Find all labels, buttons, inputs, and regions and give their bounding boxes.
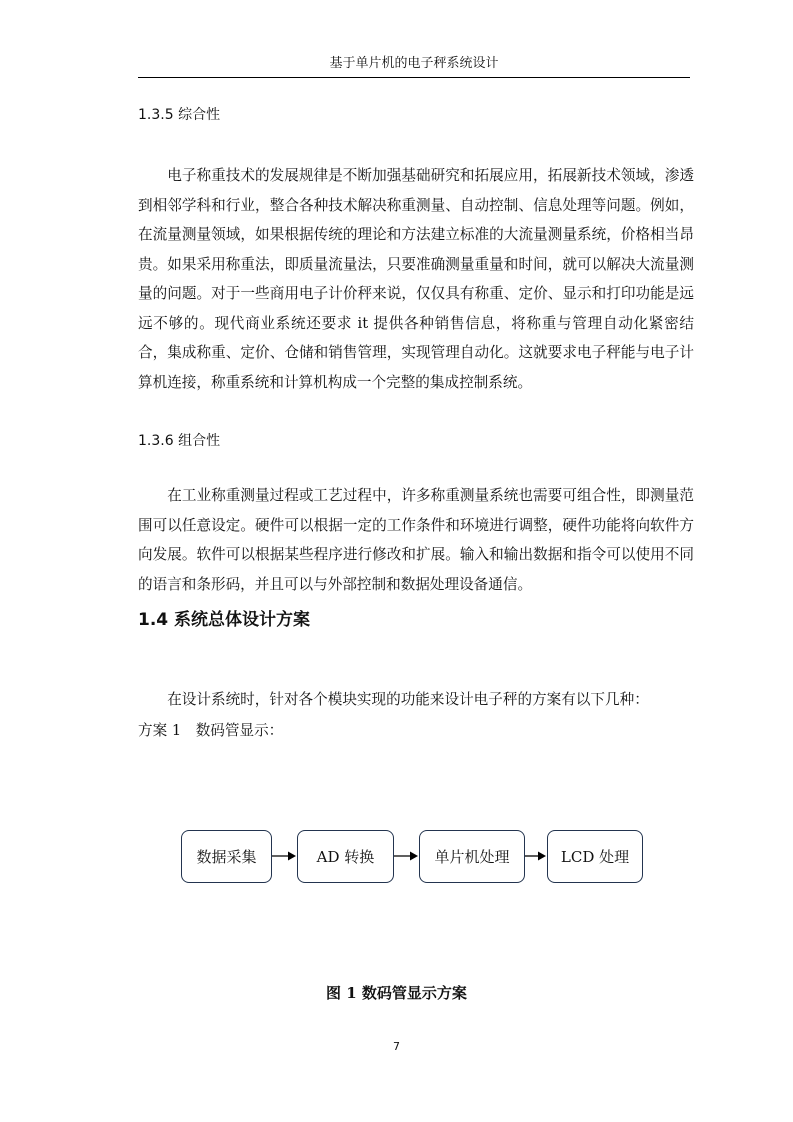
diagram-box-mcu-processing: 单片机处理 <box>419 830 525 883</box>
section-heading-1-3-6: 1.3.6 组合性 <box>138 433 221 449</box>
paragraph-1-4: 在设计系统时，针对各个模块实现的功能来设计电子秤的方案有以下几种： <box>167 691 649 708</box>
arrow-icon <box>525 848 547 864</box>
page-header <box>138 55 690 78</box>
diagram-box-ad-conversion: AD 转换 <box>297 830 394 883</box>
section-heading-1-4: 1.4 系统总体设计方案 <box>138 610 311 630</box>
page-number: 7 <box>393 1040 400 1053</box>
scheme-1-label: 方案 1 数码管显示： <box>138 722 284 739</box>
section-heading-1-3-5: 1.3.5 综合性 <box>138 107 221 123</box>
figure-caption: 图 1 数码管显示方案 <box>326 984 467 1002</box>
arrow-icon <box>394 848 419 864</box>
arrow-icon <box>272 848 297 864</box>
header-title: 基于单片机的电子秤系统设计 <box>329 56 499 71</box>
paragraph-1-3-6: 在工业称重测量过程或工艺过程中，许多称重测量系统也需要可组合性，即测量范围可以任意设定。硬件可以根据一定的工作条件和环境进行调整，硬件功能将向软件方向发展。软件可以根据某些程序进行修改和扩展。输入和输出数据和指令可以使用不同的语言和条形码，并且可以与外部控制和数据处理设备通信。 <box>138 487 694 593</box>
paragraph-1-3-5: 电子称重技术的发展规律是不断加强基础研究和拓展应用，拓展新技术领域，渗透到相邻学科和行业，整合各种技术解决称重测量、自动控制、信息处理等问题。例如，在流量测量领域，如果根据传统的理论和方法建立标准的大流量测量系统，价格相当昂贵。如果采用称重法，即质量流量法，只要准确测量重量和时间，就可以解决大流量测量的问题。对于一些商用电子计价秤来说，仅仅具有称重、定价、显示和打印功能是远远不够的。现代商业系统还要求 it 提供各种销售信息，将称重与管理自动化紧密结合，集成称重、定价、仓储和销售管理，实现管理自动化。这就要求电子秤能与电子计算机连接，称重系统和计算机构成一个完整的集成控制系统。 <box>138 167 694 391</box>
diagram-box-lcd-processing: LCD 处理 <box>547 830 643 883</box>
diagram-box-data-acquisition: 数据采集 <box>181 830 272 883</box>
